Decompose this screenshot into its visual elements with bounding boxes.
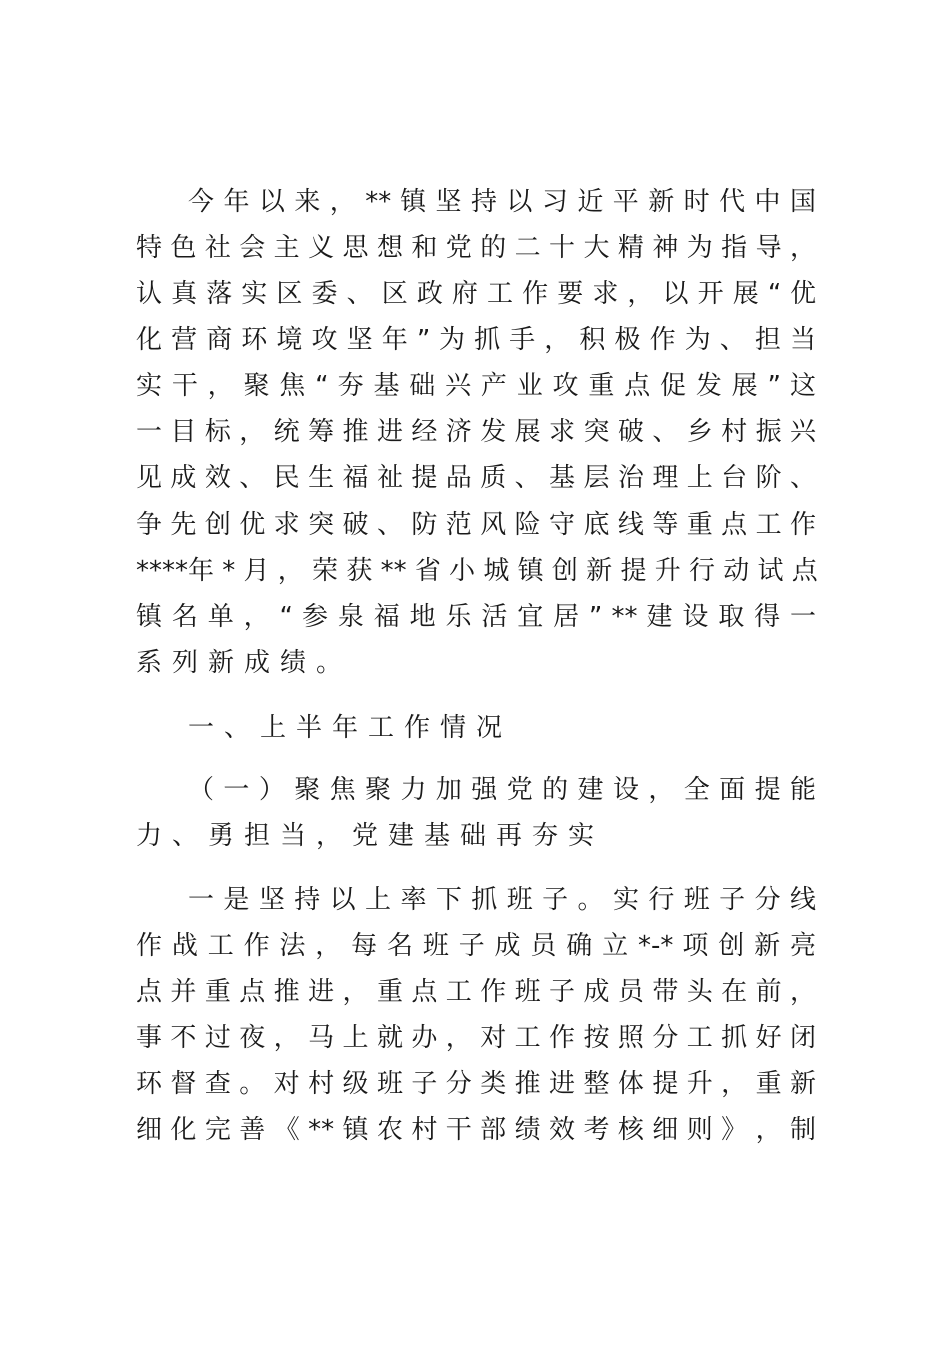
point-line: 环 督 查 。 对 村 级 班 子 分 类 推 进 整 体 提 升 ， 重 新 — [136, 1069, 816, 1099]
intro-line: 镇 名 单 ， “ 参 泉 福 地 乐 活 宜 居 ” ** 建 设 取 得 一 — [136, 602, 816, 632]
intro-line: 认 真 落 实 区 委 、 区 政 府 工 作 要 求 ， 以 开 展 “ 优 — [136, 279, 816, 309]
intro-line: ****年 * 月 ， 荣 获 ** 省 小 城 镇 创 新 提 升 行 动 试 点 — [136, 556, 818, 586]
intro-line: 今 年 以 来 ， ** 镇 坚 持 以 习 近 平 新 时 代 中 国 — [188, 187, 816, 217]
intro-line: 一 目 标 ， 统 筹 推 进 经 济 发 展 求 突 破 、 乡 村 振 兴 — [136, 417, 816, 447]
point-line: 点 并 重 点 推 进 ， 重 点 工 作 班 子 成 员 带 头 在 前 ， — [136, 977, 816, 1007]
intro-line: 见 成 效 、 民 生 福 祉 提 品 质 、 基 层 治 理 上 台 阶 、 — [136, 463, 816, 493]
intro-line: 特 色 社 会 主 义 思 想 和 党 的 二 十 大 精 神 为 指 导 ， — [136, 233, 816, 263]
subsection-heading-line: 力、勇担当，党建基础再夯实 — [136, 821, 605, 851]
intro-line: 系列新成绩。 — [136, 648, 353, 678]
intro-line: 实 干 ， 聚 焦 “ 夯 基 础 兴 产 业 攻 重 点 促 发 展 ” 这 — [136, 371, 816, 401]
subsection-heading-line: （ 一 ） 聚 焦 聚 力 加 强 党 的 建 设 ， 全 面 提 能 — [188, 775, 816, 805]
intro-line: 争 先 创 优 求 突 破 、 防 范 风 险 守 底 线 等 重 点 工 作 — [136, 510, 816, 540]
point-line: 作 战 工 作 法 ， 每 名 班 子 成 员 确 立 *-* 项 创 新 亮 — [136, 931, 816, 961]
point-line: 事 不 过 夜 ， 马 上 就 办 ， 对 工 作 按 照 分 工 抓 好 闭 — [136, 1023, 816, 1053]
intro-line: 化 营 商 环 境 攻 坚 年 ” 为 抓 手 ， 积 极 作 为 、 担 当 — [136, 325, 816, 355]
point-line: 细 化 完 善 《 ** 镇 农 村 干 部 绩 效 考 核 细 则 》 ， 制 — [136, 1115, 816, 1145]
point-line: 一 是 坚 持 以 上 率 下 抓 班 子 。 实 行 班 子 分 线 — [188, 885, 816, 915]
section-heading: 一、上半年工作情况 — [188, 713, 513, 743]
